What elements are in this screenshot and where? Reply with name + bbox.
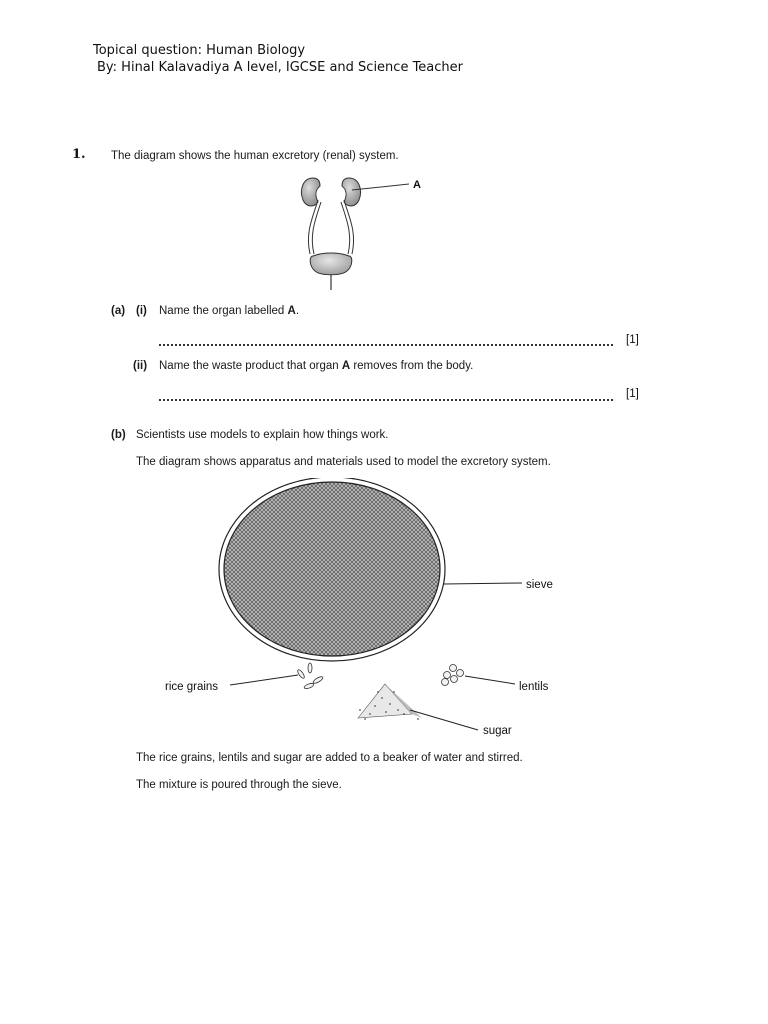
part-b-line1: Scientists use models to explain how things work. (136, 429, 389, 441)
worksheet-author: By: Hinal Kalavadiya A level, IGCSE and Science Teacher (97, 60, 463, 75)
question-intro: The diagram shows the human excretory (renal) system. (111, 150, 399, 162)
question-number: 1. (72, 147, 86, 162)
label-sieve: sieve (526, 579, 553, 591)
part-a-i-question: Name the organ labelled A. (159, 305, 300, 317)
lentils (442, 665, 464, 686)
sieve (224, 482, 440, 656)
excretory-system-diagram (295, 172, 435, 292)
part-a-i-label: (i) (136, 305, 147, 317)
mark-a-i: [1] (626, 334, 639, 346)
answer-line-a-i[interactable] (159, 344, 613, 346)
label-rice-grains: rice grains (165, 681, 219, 693)
sieve-model-diagram (160, 478, 580, 740)
part-b-label: (b) (111, 429, 126, 441)
part-a-ii-question: Name the waste product that organ A removes from the body. (159, 360, 474, 372)
part-b-line3: The rice grains, lentils and sugar are added to a beaker of water and stirred. (136, 752, 523, 764)
worksheet-title: Topical question: Human Biology (93, 43, 306, 58)
sugar-pile (358, 684, 422, 720)
rice-grains (296, 663, 323, 690)
label-sugar: sugar (483, 725, 512, 737)
label-a: A (413, 179, 421, 191)
part-a-ii-label: (ii) (133, 360, 148, 372)
part-b-line2: The diagram shows apparatus and materials used to model the excretory system. (136, 456, 551, 468)
mark-a-ii: [1] (626, 388, 639, 400)
answer-line-a-ii[interactable] (159, 399, 613, 401)
part-b-line4: The mixture is poured through the sieve. (136, 779, 342, 791)
bladder (310, 253, 352, 275)
part-a-label: (a) (111, 305, 126, 317)
label-lentils: lentils (519, 681, 549, 693)
